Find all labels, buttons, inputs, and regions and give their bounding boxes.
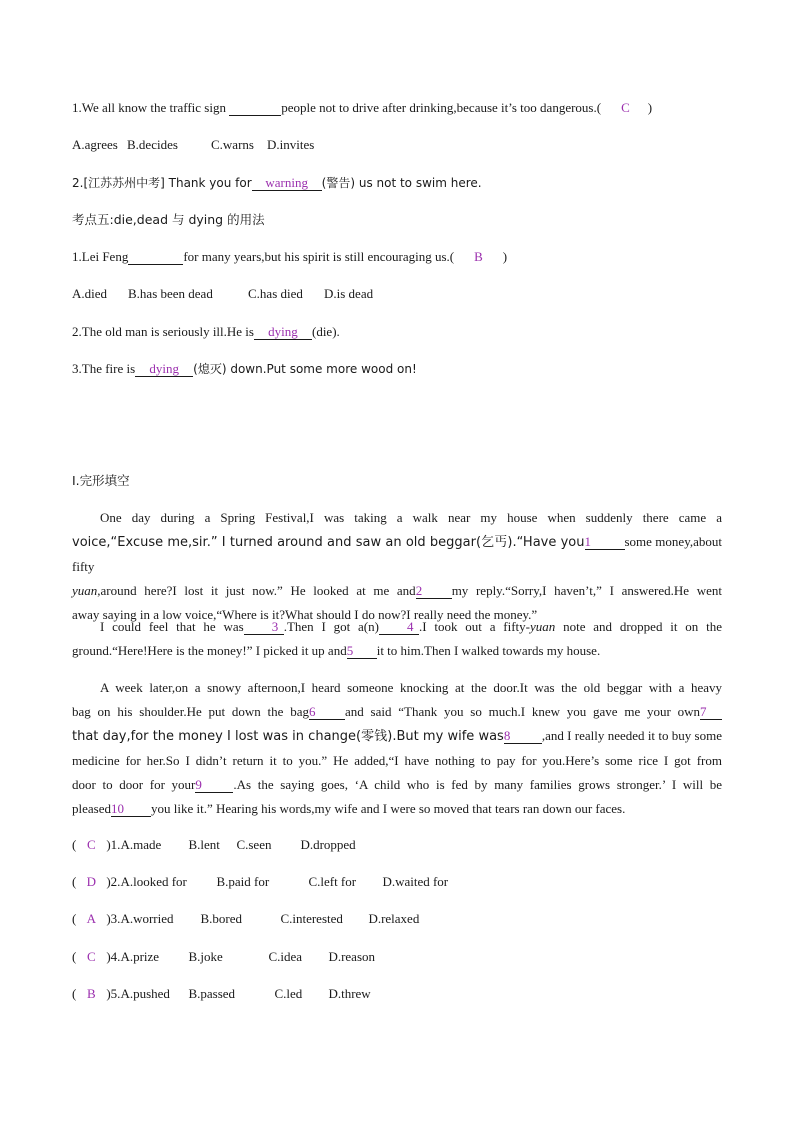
option: A.worried — [120, 911, 174, 926]
text-line — [72, 797, 722, 821]
text-segment: and said “Thank you so much.I knew you gave me your own — [344, 704, 700, 719]
question-text: people not to drive after drinking,because it’s too dangerous.( — [281, 100, 602, 115]
option: A.prize — [120, 949, 160, 964]
question-text: (die). — [311, 324, 340, 339]
cloze-blank: 9 — [195, 778, 233, 793]
option: A.looked for — [120, 874, 187, 889]
text-segment: .I took out a fifty- — [418, 619, 530, 634]
text-line: One day during a Spring Festival,I was taking a walk near my house when suddenly there came a — [100, 510, 722, 525]
text-segment: yuan — [530, 619, 556, 634]
option: B.joke — [188, 949, 223, 964]
choice-question — [72, 985, 371, 1003]
cloze-blank: 5 — [347, 644, 377, 659]
answer-blank: warning — [252, 176, 322, 191]
answer-letter: B — [87, 986, 96, 1001]
text-line: A week later,on a snowy afternoon,I heard someone knocking at the door.It was the old beggar with a heavy — [100, 680, 722, 695]
option: B.has been dead — [128, 286, 213, 301]
text-segment: I could feel that he was — [100, 619, 244, 634]
text-segment: pleased — [72, 801, 111, 816]
question-text: 2.The old man is seriously ill.He is — [72, 324, 254, 339]
question-number: )1. — [106, 837, 121, 852]
option: A.pushed — [120, 986, 170, 1001]
text-segment: ,and I really needed it to buy some — [541, 728, 723, 743]
paren: ( — [72, 837, 77, 852]
paren: ( — [72, 986, 77, 1001]
text-segment: you like it.” Hearing his words,my wife and I were so moved that tears ran down our faces. — [150, 801, 626, 816]
paren: ( — [72, 949, 77, 964]
cloze-blank: 2 — [416, 584, 452, 599]
option: A.died — [72, 286, 108, 301]
text-segment: note and dropped it on the — [555, 619, 722, 634]
cloze-blank: 1 — [585, 535, 625, 550]
option: A.agrees — [72, 137, 118, 152]
choice-question — [72, 948, 375, 966]
question-die-1 — [72, 248, 507, 266]
answer-blank: dying — [254, 325, 312, 340]
question-warn-2 — [72, 174, 482, 192]
option: C.seen — [236, 837, 272, 852]
question-text: 1.Lei Feng — [72, 249, 129, 264]
option: C.warns — [211, 137, 254, 152]
answer-letter: B — [474, 249, 483, 264]
option: A.made — [120, 837, 162, 852]
option: D.relaxed — [368, 911, 420, 926]
paren: ( — [72, 874, 77, 889]
text-segment: ,around here?I lost it just now.” He looked at me and — [97, 583, 416, 598]
text-segment: .Then I got a(n) — [283, 619, 379, 634]
question-number: )3. — [106, 911, 121, 926]
answer-blank: dying — [135, 362, 193, 377]
option: D.dropped — [300, 837, 356, 852]
text-line: medicine for her.So I didn’t return it to you.” He added,“I have nothing to pay for you.Here’s some rice I got from — [72, 753, 722, 768]
answer-blank — [128, 250, 183, 265]
text-segment: ground.“Here!Here is the money!” I picked it up and — [72, 643, 347, 658]
text-segment: that day,for the money I lost was in change(零钱).But my wife was — [72, 729, 504, 744]
choice-question — [72, 873, 448, 891]
option: D.invites — [267, 137, 315, 152]
cloze-paragraph-3 — [72, 676, 722, 821]
question-text: 2.[江苏苏州中考] Thank you for — [72, 176, 252, 190]
question-text: ) — [502, 249, 508, 264]
text-segment: door to door for your — [72, 777, 196, 792]
option: C.left for — [308, 874, 357, 889]
cloze-paragraph-2 — [72, 615, 722, 663]
text-segment: yuan — [72, 583, 98, 598]
question-text: 3.The fire is — [72, 361, 136, 376]
question-text: for many years,but his spirit is still encouraging us.( — [183, 249, 455, 264]
cloze-blank: 4 — [379, 620, 419, 635]
text-line — [72, 530, 722, 579]
option: C.idea — [268, 949, 303, 964]
text-line: away saying in a low voice,“Where is it?What should I do now?I really need the money.” — [72, 607, 538, 622]
section-heading: 考点五:die,dead 与 dying 的用法 — [72, 212, 265, 227]
option: C.has died — [248, 286, 303, 301]
answer-letter: D — [86, 874, 97, 889]
choice-question — [72, 910, 419, 928]
option: B.lent — [188, 837, 220, 852]
text-segment: .As the saying goes, ‘A child who is fed by many families grows stronger.’ I will be — [233, 777, 722, 792]
option: C.led — [274, 986, 303, 1001]
question-text: (熄灭) down.Put some more wood on! — [193, 362, 417, 376]
text-line — [72, 724, 722, 749]
answer-letter: C — [621, 100, 630, 115]
cloze-heading: Ⅰ.完形填空 — [72, 473, 130, 488]
option: B.bored — [200, 911, 242, 926]
question-text: 1.We all know the traffic sign — [72, 100, 230, 115]
question-text: (警告) us not to swim here. — [321, 176, 482, 190]
answer-letter: C — [87, 949, 96, 964]
cloze-blank: 10 — [111, 802, 151, 817]
option: B.passed — [188, 986, 236, 1001]
cloze-blank: 8 — [504, 729, 542, 744]
question-die-2 — [72, 323, 340, 341]
paren: ( — [72, 911, 77, 926]
question-warn-1 — [72, 99, 652, 117]
text-segment: it to him.Then I walked towards my house. — [376, 643, 601, 658]
option: D.is dead — [324, 286, 374, 301]
question-warn-1-options — [72, 136, 314, 154]
text-line — [72, 700, 722, 724]
text-line — [72, 773, 722, 797]
question-number: )4. — [106, 949, 121, 964]
option: B.decides — [127, 137, 178, 152]
choice-question — [72, 836, 356, 854]
answer-blank — [229, 101, 281, 116]
cloze-blank: 6 — [309, 705, 345, 720]
answer-letter: C — [87, 837, 96, 852]
text-segment: voice,“Excuse me,sir.” I turned around and saw an old beggar(乞丐).“Have you — [72, 535, 585, 550]
cloze-blank: 7 — [700, 705, 722, 720]
question-text: ) — [647, 100, 653, 115]
question-number: )5. — [106, 986, 121, 1001]
cloze-paragraph-1 — [72, 506, 722, 627]
question-die-1-options — [72, 285, 373, 303]
question-die-3 — [72, 360, 417, 378]
answer-letter: A — [86, 911, 97, 926]
option: C.interested — [280, 911, 343, 926]
text-segment: my reply.“Sorry,I haven’t,” I answered.He went — [451, 583, 722, 598]
option: D.reason — [328, 949, 376, 964]
cloze-blank: 3 — [244, 620, 284, 635]
text-line — [72, 579, 722, 603]
option: B.paid for — [216, 874, 270, 889]
text-segment: bag on his shoulder.He put down the bag — [72, 704, 309, 719]
text-line — [72, 615, 722, 639]
option: D.waited for — [382, 874, 449, 889]
text-segment: some money,about fifty — [72, 534, 722, 574]
question-number: )2. — [106, 874, 121, 889]
text-line — [72, 639, 722, 663]
option: D.threw — [328, 986, 371, 1001]
